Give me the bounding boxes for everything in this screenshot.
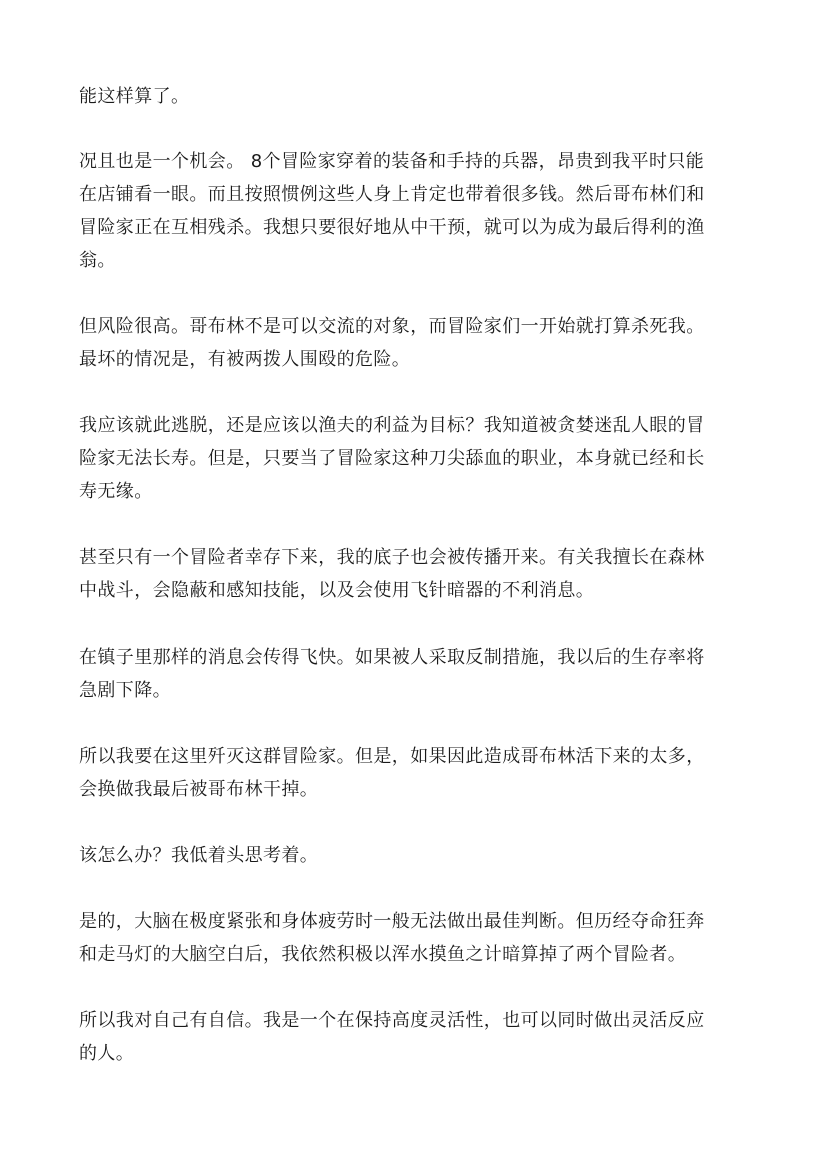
text-line: 所以我对自己有自信。我是一个在保持高度灵活性，也可以同时做出灵活反应 <box>79 1010 705 1031</box>
paragraph-3 <box>79 310 751 376</box>
text-line: 最坏的情况是，有被两拨人围殴的危险。 <box>79 349 411 370</box>
text-line: 我应该就此逃脱，还是应该以渔夫的利益为目标？我知道被贪婪迷乱人眼的冒 <box>79 415 705 436</box>
text-line: 的人。 <box>79 1043 135 1064</box>
text-line: 寿无缘。 <box>79 481 153 502</box>
text-line: 在镇子里那样的消息会传得飞快。如果被人采取反制措施，我以后的生存率将 <box>79 647 705 668</box>
paragraph-10 <box>79 1004 751 1070</box>
paragraph-7 <box>79 740 751 806</box>
text-line: 冒险家正在互相残杀。我想只要很好地从中干预，就可以为成为最后得利的渔 <box>79 217 705 238</box>
text-line: 险家无法长寿。但是，只要当了冒险家这种刀尖舔血的职业，本身就已经和长 <box>79 448 705 469</box>
text-line: 能这样算了。 <box>79 86 190 107</box>
paragraph-5 <box>79 541 751 607</box>
text-line: 是的，大脑在极度紧张和身体疲劳时一般无法做出最佳判断。但历经夺命狂奔 <box>79 911 705 932</box>
paragraph-6 <box>79 641 751 707</box>
text-line: 况且也是一个机会。 8个冒险家穿着的装备和手持的兵器，昂贵到我平时只能 <box>79 151 705 172</box>
text-line: 翁。 <box>79 250 116 271</box>
paragraph-2 <box>79 145 751 277</box>
text-line: 中战斗，会隐蔽和感知技能，以及会使用飞针暗器的不利消息。 <box>79 580 595 601</box>
paragraph-4 <box>79 409 751 508</box>
text-line: 和走马灯的大脑空白后，我依然积极以浑水摸鱼之计暗算掉了两个冒险者。 <box>79 944 687 965</box>
paragraph-8 <box>79 839 751 872</box>
text-line: 在店铺看一眼。而且按照惯例这些人身上肯定也带着很多钱。然后哥布林们和 <box>79 184 705 205</box>
text-line: 会换做我最后被哥布林干掉。 <box>79 779 319 800</box>
text-line: 但风险很高。哥布林不是可以交流的对象，而冒险家们一开始就打算杀死我。 <box>79 316 705 337</box>
text-line: 甚至只有一个冒险者幸存下来，我的底子也会被传播开来。有关我擅长在森林 <box>79 547 705 568</box>
text-line: 急剧下降。 <box>79 680 171 701</box>
text-line: 所以我要在这里歼灭这群冒险家。但是，如果因此造成哥布林活下来的太多， <box>79 746 705 767</box>
paragraph-9 <box>79 905 751 971</box>
paragraph-1 <box>79 80 751 113</box>
text-line: 该怎么办？我低着头思考着。 <box>79 845 319 866</box>
